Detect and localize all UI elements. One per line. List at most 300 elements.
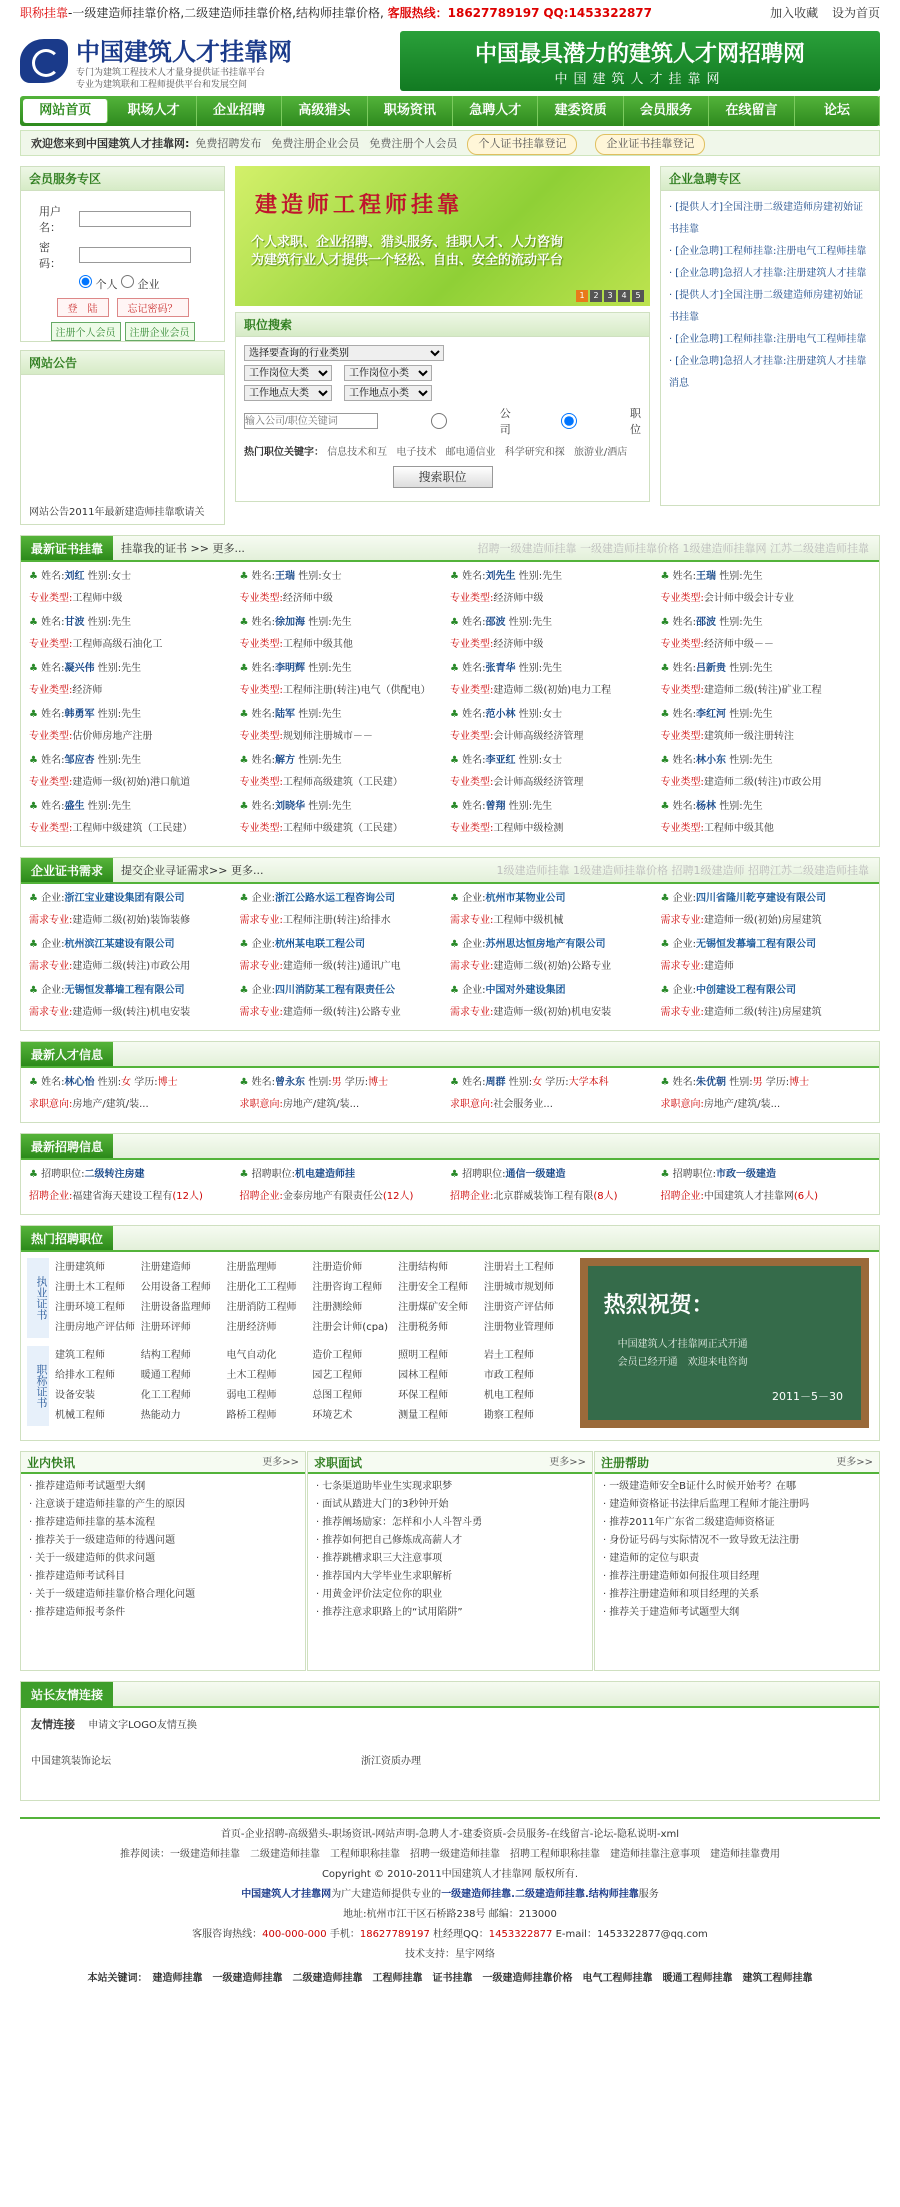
cert-item bbox=[661, 796, 872, 840]
cert-item bbox=[240, 704, 451, 748]
talent-item bbox=[240, 1072, 451, 1116]
name-label: 姓名: bbox=[251, 755, 276, 766]
recruit-company[interactable]: 金泰房地产有限责任公 bbox=[282, 1191, 383, 1202]
hot-job-link[interactable]: 注册结构师 bbox=[398, 1262, 449, 1273]
hot-job-link[interactable]: 公用设备工程师 bbox=[140, 1282, 211, 1293]
username-input[interactable] bbox=[79, 211, 191, 227]
name-label: 姓名: bbox=[462, 709, 486, 720]
cert-name[interactable]: 范小林 bbox=[485, 709, 516, 720]
password-input[interactable] bbox=[79, 247, 191, 263]
hot-job-link[interactable]: 注册城市规划师 bbox=[483, 1282, 554, 1293]
cert-major: 建造师二级(初始)电力工程 bbox=[493, 685, 612, 696]
flash-pager bbox=[574, 290, 644, 302]
industry-select[interactable] bbox=[244, 345, 444, 361]
major-label: 专业类型: bbox=[29, 777, 73, 788]
company-more-link[interactable]: 提交企业寻证需求>> 更多... bbox=[121, 864, 264, 877]
top-bar-right bbox=[760, 0, 880, 26]
hot-job-link[interactable]: 注册安全工程师 bbox=[398, 1282, 469, 1293]
hot-job-link[interactable]: 机电工程师 bbox=[483, 1390, 534, 1401]
cert-name[interactable]: 陆军 bbox=[275, 709, 296, 720]
hot-jobs-tag: 热门招聘职位 bbox=[21, 1226, 113, 1250]
company-name[interactable]: 无锡恒发幕墙工程有限公司 bbox=[64, 985, 185, 996]
friend-title: 站长友情连接 bbox=[21, 1682, 113, 1708]
hot-job-link[interactable]: 环境艺术 bbox=[312, 1410, 353, 1421]
name-label: 姓名: bbox=[41, 617, 65, 628]
flash-banner[interactable] bbox=[235, 166, 650, 306]
hot-word[interactable]: 科学研究和探 bbox=[504, 447, 565, 458]
news-item[interactable]: · 推荐关于一级建造师的待遇问题 bbox=[29, 1532, 297, 1550]
company-name[interactable]: 无锡恒发幕墙工程有限公司 bbox=[696, 939, 817, 950]
cert-name[interactable]: 甘波 bbox=[64, 617, 85, 628]
company-name[interactable]: 浙江宝业建设集团有限公司 bbox=[64, 893, 185, 904]
friend-link[interactable]: 浙江资质办理 bbox=[361, 1756, 421, 1767]
cert-item bbox=[29, 566, 240, 610]
hot-job-link[interactable]: 环保工程师 bbox=[398, 1390, 449, 1401]
hot-job-link[interactable]: 园艺工程师 bbox=[312, 1370, 363, 1381]
cert-grid bbox=[21, 562, 879, 846]
cert-gender: 先生 bbox=[331, 617, 352, 628]
major-label: 专业类型: bbox=[29, 639, 73, 650]
cert-name[interactable]: 刘红 bbox=[64, 571, 85, 582]
company-label: 企业: bbox=[41, 985, 65, 996]
person-icon: ♣ bbox=[450, 617, 463, 628]
news-item[interactable]: · 建造师资格证书法律后监理工程师才能注册吗 bbox=[603, 1496, 871, 1514]
header-banner[interactable] bbox=[400, 31, 880, 91]
cert-name[interactable]: 刘晓华 bbox=[275, 801, 306, 812]
nav-recruit[interactable]: 企业招聘 bbox=[197, 96, 282, 126]
recruit-job[interactable]: 通信一级建造 bbox=[505, 1169, 566, 1180]
cert-gender: 先生 bbox=[121, 663, 142, 674]
company-marquee: 1级建造师挂靠 1级建造师挂靠价格 招聘1级建造师 招聘江苏二级建造师挂靠 bbox=[496, 864, 869, 877]
hot-job-link[interactable]: 注册经济师 bbox=[226, 1322, 277, 1333]
login-button[interactable]: 登 陆 bbox=[57, 298, 109, 317]
cert-name[interactable]: 解方 bbox=[275, 755, 296, 766]
hot-job-link[interactable]: 注册环境工程师 bbox=[55, 1302, 125, 1313]
urgent-item[interactable]: · [提供人才]全国注册二级建造师房建初始证书挂靠 bbox=[669, 197, 871, 241]
urgent-item[interactable]: · [企业急聘]工程师挂靠:注册电气工程师挂靠 bbox=[669, 329, 871, 351]
news-item[interactable]: · 关于一级建造师的供求问题 bbox=[29, 1550, 297, 1568]
cert-item bbox=[240, 796, 451, 840]
hot-job-link[interactable]: 给排水工程师 bbox=[55, 1370, 115, 1381]
nav-urgent[interactable]: 急聘人才 bbox=[453, 96, 538, 126]
cert-item bbox=[450, 566, 661, 610]
column-title: 求职面试 bbox=[314, 1456, 363, 1470]
apply-link[interactable]: 申请文字LOGO友情互换 bbox=[88, 1720, 197, 1731]
news-item[interactable]: · 推荐跳槽求职三大注意事项 bbox=[316, 1550, 584, 1568]
hot-job-link[interactable]: 注册煤矿安全师 bbox=[398, 1302, 469, 1313]
name-label: 姓名: bbox=[672, 709, 697, 720]
login-box bbox=[20, 166, 225, 342]
pager-dot[interactable]: 5 bbox=[632, 290, 644, 302]
cert-item bbox=[240, 612, 451, 656]
pager-dot[interactable]: 3 bbox=[604, 290, 616, 302]
job-icon: ♣ bbox=[450, 1169, 463, 1180]
recruit-section bbox=[20, 1133, 880, 1215]
company-cert-button[interactable]: 企业证书挂靠登记 bbox=[595, 134, 705, 155]
hot-job-link[interactable]: 路桥工程师 bbox=[226, 1410, 277, 1421]
job-small-select[interactable] bbox=[344, 365, 432, 381]
name-label: 姓名: bbox=[251, 617, 276, 628]
recruit-company[interactable]: 中国建筑人才挂靠网 bbox=[703, 1191, 794, 1202]
person-icon: ♣ bbox=[29, 663, 42, 674]
keyword-input[interactable] bbox=[244, 413, 378, 429]
news-item[interactable]: · 推荐建造师挂靠的基本流程 bbox=[29, 1514, 297, 1532]
cert-name[interactable]: 吕新贵 bbox=[696, 663, 727, 674]
urgent-item[interactable]: · [提供人才]全国注册二级建造师房建初始证书挂靠 bbox=[669, 285, 871, 329]
talent-edu: 大学本科 bbox=[568, 1077, 609, 1088]
footer bbox=[20, 1817, 880, 1989]
hot-jobs-section bbox=[20, 1225, 880, 1441]
gender-label: 性别: bbox=[719, 801, 743, 812]
hot-job-link[interactable]: 勘察工程师 bbox=[483, 1410, 534, 1421]
hot-job-link[interactable]: 暖通工程师 bbox=[140, 1370, 191, 1381]
talent-name[interactable]: 曾永东 bbox=[275, 1077, 306, 1088]
cert-item bbox=[450, 796, 661, 840]
footer-nav[interactable]: 首页-企业招聘-高级猎头-职场资讯-网站声明-急聘人才-建委资质-会员服务-在线留言-论坛-隐私说明-xml bbox=[220, 1829, 680, 1840]
person-icon: ♣ bbox=[450, 709, 463, 720]
hot-job-link[interactable]: 照明工程师 bbox=[398, 1350, 449, 1361]
cert-gender: 先生 bbox=[121, 709, 142, 720]
cert-item bbox=[661, 750, 872, 794]
recruit-company[interactable]: 北京群威装饰工程有限 bbox=[493, 1191, 594, 1202]
search-job-button[interactable]: 搜索职位 bbox=[393, 466, 493, 488]
add-favorite-link[interactable]: 加入收藏 bbox=[770, 6, 819, 20]
company-name[interactable]: 四川省隆川乾亨建设有限公司 bbox=[696, 893, 827, 904]
news-item[interactable]: · 一级建造师安全B证什么时候开始考？在哪 bbox=[603, 1478, 871, 1496]
hot-job-link[interactable]: 弱电工程师 bbox=[226, 1390, 277, 1401]
hot-job-link[interactable]: 热能动力 bbox=[140, 1410, 181, 1421]
company-name[interactable]: 浙江公路水运工程咨询公司 bbox=[275, 893, 396, 904]
urgent-item[interactable]: · [企业急聘]急招人才挂靠:注册建筑人才挂靠 bbox=[669, 263, 871, 285]
news-item[interactable]: · 注意谈于建造师挂靠的产生的原因 bbox=[29, 1496, 297, 1514]
company-name[interactable]: 四川消防某工程有限责任公 bbox=[275, 985, 396, 996]
hot-job-link[interactable]: 市政工程师 bbox=[483, 1370, 534, 1381]
email: E-mail：1453322877@qq.com bbox=[555, 1929, 708, 1940]
nav-forum[interactable]: 论坛 bbox=[795, 96, 880, 126]
talent-item bbox=[29, 1072, 240, 1116]
search-job-radio[interactable] bbox=[514, 413, 624, 429]
name-label: 姓名: bbox=[672, 571, 697, 582]
person-icon: ♣ bbox=[29, 571, 42, 582]
cert-name[interactable]: 李红河 bbox=[696, 709, 727, 720]
forgot-password-button[interactable]: 忘记密码？ bbox=[117, 298, 189, 317]
hot-job-link[interactable]: 化工工程师 bbox=[140, 1390, 191, 1401]
major-label: 专业类型: bbox=[239, 823, 283, 834]
password-label: 密 码： bbox=[39, 241, 61, 270]
nav-qualification[interactable]: 建委资质 bbox=[538, 96, 623, 126]
news-columns bbox=[20, 1451, 880, 1671]
column-more-link[interactable]: 更多>> bbox=[262, 1457, 299, 1468]
top-link[interactable]: 职称挂靠 bbox=[20, 6, 69, 20]
talent-name[interactable]: 林心怡 bbox=[64, 1077, 95, 1088]
company-radio-label: 企业 bbox=[137, 278, 160, 291]
cert-name[interactable]: 曾翔 bbox=[485, 801, 506, 812]
news-item[interactable]: · 建造师的定位与职责 bbox=[603, 1550, 871, 1568]
hot-job-link[interactable]: 测量工程师 bbox=[398, 1410, 449, 1421]
cert-name[interactable]: 邵波 bbox=[696, 617, 717, 628]
nav-message[interactable]: 在线留言 bbox=[709, 96, 794, 126]
company-radio[interactable] bbox=[121, 275, 134, 288]
hot-job-link[interactable]: 注册物业管理师 bbox=[483, 1322, 554, 1333]
news-item[interactable]: · 推荐建造师考试科目 bbox=[29, 1568, 297, 1586]
major-label: 专业类型: bbox=[660, 823, 704, 834]
recruit-job[interactable]: 二级转注房建 bbox=[84, 1169, 145, 1180]
recruit-job[interactable]: 市政一级建造 bbox=[716, 1169, 777, 1180]
person-icon: ♣ bbox=[450, 755, 463, 766]
talent-name[interactable]: 周群 bbox=[485, 1077, 506, 1088]
news-item[interactable]: · 推荐如何把自己修炼成高薪人才 bbox=[316, 1532, 584, 1550]
qq-value: 1453322877 bbox=[488, 1929, 553, 1940]
company-need: 建造师二级(初始)公路专业 bbox=[493, 961, 612, 972]
cert-name[interactable]: 邵波 bbox=[485, 617, 506, 628]
slogan-1: 专门为建筑工程技术人才量身提供证书挂靠平台 bbox=[76, 67, 266, 78]
talent-name[interactable]: 朱优朝 bbox=[696, 1077, 727, 1088]
area-small-select[interactable] bbox=[344, 385, 432, 401]
person-icon: ♣ bbox=[660, 801, 673, 812]
cert-item bbox=[240, 750, 451, 794]
company-item bbox=[240, 888, 451, 932]
cert-gender: 先生 bbox=[752, 755, 773, 766]
practice-cert-label: 执业证书 bbox=[27, 1258, 49, 1338]
news-item[interactable]: · 推荐国内大学毕业生求职解析 bbox=[316, 1568, 584, 1586]
news-item[interactable]: · 面试从踏进大门的3秒钟开始 bbox=[316, 1496, 584, 1514]
cert-item bbox=[450, 750, 661, 794]
hot-job-link[interactable]: 岩土工程师 bbox=[483, 1350, 534, 1361]
cert-name[interactable]: 刘先生 bbox=[485, 571, 516, 582]
company-name[interactable]: 杭州滨江某建设有限公司 bbox=[64, 939, 175, 950]
hot-job-link[interactable]: 注册造价师 bbox=[312, 1262, 363, 1273]
job-label: 招聘职位: bbox=[462, 1169, 506, 1180]
hot-word[interactable]: 邮电通信业 bbox=[445, 447, 496, 458]
practice-cert-grid bbox=[55, 1258, 570, 1338]
hot-job-link[interactable]: 注册会计师(cpa) bbox=[312, 1322, 389, 1333]
hot-job-link[interactable]: 注册消防工程师 bbox=[226, 1302, 297, 1313]
company-name[interactable]: 杭州市某物业公司 bbox=[485, 893, 566, 904]
cert-name[interactable]: 杨林 bbox=[696, 801, 717, 812]
news-item[interactable]: · 用黄金评价法定位你的职业 bbox=[316, 1586, 584, 1604]
nav-member[interactable]: 会员服务 bbox=[624, 96, 709, 126]
name-label: 姓名: bbox=[672, 755, 697, 766]
cert-tag: 最新证书挂靠 bbox=[21, 536, 113, 560]
hot-job-link[interactable]: 注册房地产评估师 bbox=[55, 1322, 135, 1333]
news-item[interactable]: · 关于一级建造师挂靠价格合理化问题 bbox=[29, 1586, 297, 1604]
company-label: 招聘企业: bbox=[29, 1191, 73, 1202]
set-home-link[interactable]: 设为首页 bbox=[831, 6, 880, 20]
cert-gender: 女士 bbox=[321, 571, 342, 582]
welcome-link[interactable]: 免费招聘发布 bbox=[195, 137, 262, 150]
hot-job-link[interactable]: 电气自动化 bbox=[226, 1350, 277, 1361]
hot-word[interactable]: 旅游业/酒店 bbox=[573, 447, 628, 458]
board-title: 热烈祝贺： bbox=[603, 1292, 714, 1318]
person-radio[interactable] bbox=[79, 275, 92, 288]
hot-job-link[interactable]: 注册资产评估师 bbox=[483, 1302, 554, 1313]
hot-job-link[interactable]: 结构工程师 bbox=[140, 1350, 191, 1361]
company-name[interactable]: 杭州某电联工程公司 bbox=[275, 939, 366, 950]
name-label: 姓名: bbox=[41, 709, 65, 720]
news-item[interactable]: · 推荐阐场励家：怎样和小人斗智斗勇 bbox=[316, 1514, 584, 1532]
gender-label: 性别: bbox=[508, 801, 533, 812]
company-name[interactable]: 中国对外建设集团 bbox=[485, 985, 566, 996]
board-date: 2011－5－30 bbox=[772, 1390, 843, 1403]
news-item[interactable]: · 推荐注册建造师和项目经理的关系 bbox=[603, 1586, 871, 1604]
board-line-1: 中国建筑人才挂靠网正式开通 bbox=[617, 1339, 748, 1350]
cert-name[interactable]: 李明辉 bbox=[275, 663, 306, 674]
company-icon: ♣ bbox=[660, 939, 673, 950]
company-need: 建造师一级(转注)公路专业 bbox=[282, 1007, 401, 1018]
cert-major: 经济师中级 bbox=[282, 593, 333, 604]
company-item bbox=[661, 934, 872, 978]
register-company-button[interactable]: 注册企业会员 bbox=[125, 322, 195, 341]
company-item bbox=[661, 980, 872, 1024]
talent-item bbox=[661, 1072, 872, 1116]
recruit-count: (8人) bbox=[593, 1191, 618, 1202]
cert-major: 会计师高级经济管理 bbox=[493, 777, 584, 788]
column-more-link[interactable]: 更多>> bbox=[836, 1457, 873, 1468]
company-name[interactable]: 中创建设工程有限公司 bbox=[696, 985, 797, 996]
hot-job-link[interactable]: 注册建筑师 bbox=[55, 1262, 105, 1273]
urgent-item[interactable]: · [企业急聘]工程师挂靠:注册电气工程师挂靠 bbox=[669, 241, 871, 263]
cert-more-link[interactable]: 挂靠我的证书 >> 更多... bbox=[121, 542, 245, 555]
hot-job-link[interactable]: 注册化工工程师 bbox=[226, 1282, 297, 1293]
register-person-button[interactable]: 注册个人会员 bbox=[51, 322, 121, 341]
news-item[interactable]: · 推荐建造师报考条件 bbox=[29, 1604, 297, 1622]
cert-gender: 先生 bbox=[111, 617, 132, 628]
hot-job-link[interactable]: 土木工程师 bbox=[226, 1370, 277, 1381]
personal-cert-button[interactable]: 个人证书挂靠登记 bbox=[467, 134, 577, 155]
hot-job-link[interactable]: 注册税务师 bbox=[398, 1322, 449, 1333]
hot-job-link[interactable]: 设备安装 bbox=[55, 1390, 95, 1401]
major-label: 专业类型: bbox=[450, 823, 494, 834]
search-company-radio[interactable] bbox=[384, 413, 494, 429]
cert-major: 建造师二级(转注)市政公用 bbox=[703, 777, 822, 788]
news-item[interactable]: · 七条渠道助毕业生实现求职梦 bbox=[316, 1478, 584, 1496]
hot-job-link[interactable]: 注册环评师 bbox=[140, 1322, 191, 1333]
recruit-item bbox=[29, 1164, 240, 1208]
company-icon: ♣ bbox=[29, 893, 42, 904]
hot-job-link[interactable]: 注册岩土工程师 bbox=[483, 1262, 554, 1273]
cert-name[interactable]: 张青华 bbox=[485, 663, 516, 674]
job-big-select[interactable] bbox=[244, 365, 332, 381]
recruit-job[interactable]: 机电建造师挂 bbox=[295, 1169, 356, 1180]
news-item[interactable]: · 推荐关于建造师考试题型大纲 bbox=[603, 1604, 871, 1622]
person-icon: ♣ bbox=[450, 663, 463, 674]
cert-name[interactable]: 凝兴伟 bbox=[64, 663, 95, 674]
gender-label: 性别: bbox=[97, 709, 122, 720]
cert-major: 估价师房地产注册 bbox=[72, 731, 153, 742]
hot-job-link[interactable]: 注册土木工程师 bbox=[55, 1282, 125, 1293]
hot-job-link[interactable]: 园林工程师 bbox=[398, 1370, 449, 1381]
pager-dot[interactable]: 1 bbox=[576, 290, 588, 302]
gender-label: 性别: bbox=[518, 663, 543, 674]
cert-name[interactable]: 徐加海 bbox=[275, 617, 306, 628]
hot-job-link[interactable]: 注册监理师 bbox=[226, 1262, 277, 1273]
hot-job-link[interactable]: 造价工程师 bbox=[312, 1350, 363, 1361]
person-icon: ♣ bbox=[239, 709, 252, 720]
cert-name[interactable]: 王瑞 bbox=[275, 571, 296, 582]
hot-job-link[interactable]: 注册咨询工程师 bbox=[312, 1282, 383, 1293]
gender-label: 性别: bbox=[87, 571, 112, 582]
urgent-title: 企业急聘专区 bbox=[661, 167, 879, 191]
recruit-company[interactable]: 福建省海天建设工程有 bbox=[72, 1191, 173, 1202]
company-label: 招聘企业: bbox=[450, 1191, 494, 1202]
site-name: 中国建筑人才挂靠网 bbox=[76, 36, 292, 66]
person-icon: ♣ bbox=[29, 1077, 42, 1088]
cert-name[interactable]: 韩勇军 bbox=[64, 709, 95, 720]
pager-dot[interactable]: 2 bbox=[590, 290, 602, 302]
news-item[interactable]: · 推荐2011年广东省二级建造师资格证 bbox=[603, 1514, 871, 1532]
welcome-link[interactable]: 免费注册个人会员 bbox=[369, 137, 458, 150]
talent-intent: 社会服务业... bbox=[493, 1099, 553, 1110]
friend-links bbox=[20, 1681, 880, 1801]
hot-word[interactable]: 信息技术和互 bbox=[327, 447, 388, 458]
site-logo[interactable] bbox=[20, 32, 292, 91]
job-search-box bbox=[235, 312, 650, 502]
gender-label: 性别: bbox=[729, 663, 753, 674]
hot-job-link[interactable]: 注册设备监理师 bbox=[140, 1302, 211, 1313]
need-label: 需求专业: bbox=[29, 1007, 73, 1018]
pager-dot[interactable]: 4 bbox=[618, 290, 630, 302]
hot-job-link[interactable]: 机械工程师 bbox=[55, 1410, 105, 1421]
notice-item[interactable]: 网站公告2011年最新建造师挂靠歌请关 bbox=[29, 507, 205, 518]
news-item[interactable]: · 推荐注意求职路上的“试用陷阱” bbox=[316, 1604, 584, 1622]
major-label: 专业类型: bbox=[239, 593, 283, 604]
friend-link[interactable]: 中国建筑装饰论坛 bbox=[31, 1756, 111, 1767]
talent-intent: 房地产/建筑/装... bbox=[703, 1099, 781, 1110]
talent-item bbox=[450, 1072, 661, 1116]
gender-label: 性别: bbox=[308, 617, 332, 628]
nav-headhunter[interactable]: 高级猎头 bbox=[282, 96, 367, 126]
urgent-item[interactable]: · [企业急聘]急招人才挂靠:注册建筑人才挂靠消息 bbox=[669, 351, 871, 395]
nav-home[interactable]: 网站首页 bbox=[23, 99, 108, 123]
name-label: 姓名: bbox=[41, 755, 65, 766]
column-more-link[interactable]: 更多>> bbox=[549, 1457, 586, 1468]
flash-line-2: 为建筑行业人才提供一个轻松、自由、安全的流动平台 bbox=[251, 253, 564, 268]
company-name[interactable]: 苏州思达恒房地产有限公司 bbox=[485, 939, 606, 950]
recruit-item bbox=[661, 1164, 872, 1208]
area-big-select[interactable] bbox=[244, 385, 332, 401]
hot-job-link[interactable]: 总图工程师 bbox=[312, 1390, 363, 1401]
gender-label: 性别: bbox=[518, 755, 543, 766]
news-item[interactable]: · 推荐建造师考试题型大纲 bbox=[29, 1478, 297, 1496]
hot-word[interactable]: 电子技术 bbox=[396, 447, 437, 458]
cert-item bbox=[450, 658, 661, 702]
news-item[interactable]: · 身份证号码与实际情况不一致导致无法注册 bbox=[603, 1532, 871, 1550]
cert-name[interactable]: 林小东 bbox=[696, 755, 727, 766]
notice-title: 网站公告 bbox=[21, 351, 224, 375]
cert-name[interactable]: 盛生 bbox=[64, 801, 85, 812]
slogan-2: 专业为建筑联和工程师提供平台和发展空间 bbox=[76, 79, 248, 90]
cert-gender: 女士 bbox=[111, 571, 132, 582]
cert-name[interactable]: 王瑞 bbox=[696, 571, 717, 582]
footer-recommend[interactable]: 推荐阅读：一级建造师挂靠 二级建造师挂靠 工程师职称挂靠 招聘一级建造师挂靠 招聘工程师职称挂靠 建造师挂靠注意事项 建造师挂靠费用 bbox=[120, 1849, 780, 1860]
cert-gender: 先生 bbox=[121, 755, 142, 766]
hot-job-link[interactable]: 注册测绘师 bbox=[312, 1302, 363, 1313]
talent-grid bbox=[21, 1068, 879, 1122]
news-item[interactable]: · 推荐注册建造师如何报住项目经理 bbox=[603, 1568, 871, 1586]
hot-job-link[interactable]: 注册建造师 bbox=[140, 1262, 191, 1273]
job-icon: ♣ bbox=[29, 1169, 42, 1180]
nav-news[interactable]: 职场资讯 bbox=[368, 96, 453, 126]
hot-job-link[interactable]: 建筑工程师 bbox=[55, 1350, 105, 1361]
cert-item bbox=[450, 612, 661, 656]
cert-major: 工程师高级石油化工 bbox=[72, 639, 163, 650]
talent-section bbox=[20, 1041, 880, 1123]
welcome-link[interactable]: 免费注册企业会员 bbox=[271, 137, 360, 150]
cert-name[interactable]: 邹应杏 bbox=[64, 755, 95, 766]
cert-name[interactable]: 李亚红 bbox=[485, 755, 516, 766]
nav-talent[interactable]: 职场人才 bbox=[111, 96, 196, 126]
top-bar bbox=[10, 0, 890, 26]
